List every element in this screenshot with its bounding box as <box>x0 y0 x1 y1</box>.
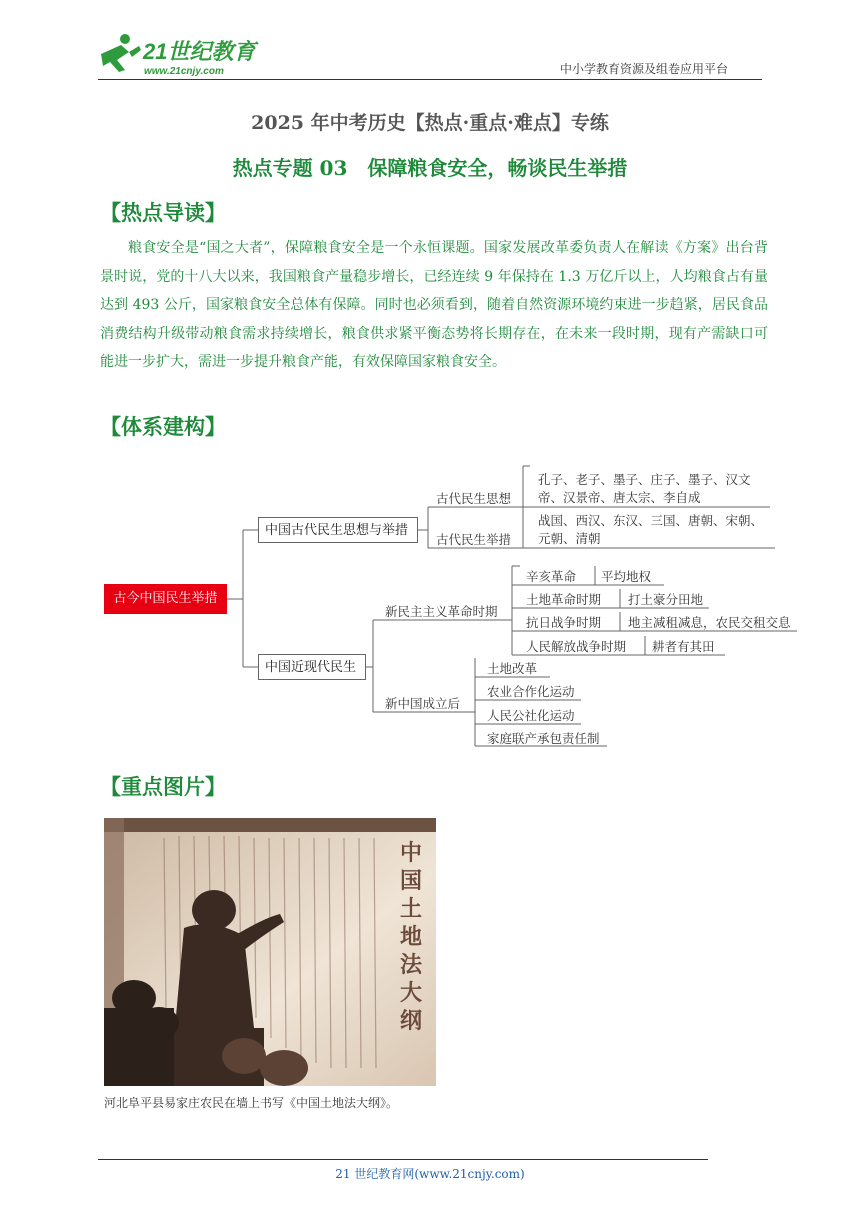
period1-label: 新民主主义革命时期 <box>385 604 498 619</box>
section-heading-images: 【重点图片】 <box>100 774 226 799</box>
ancient-thought-line1: 孔子、老子、墨子、庄子、墨子、汉文 <box>538 472 751 487</box>
svg-text:中: 中 <box>400 840 423 866</box>
period2-item: 土地改革 <box>487 661 538 676</box>
ancient-thought-label: 古代民生思想 <box>436 491 512 506</box>
period1-era: 土地革命时期 <box>526 592 602 607</box>
photo-caption: 河北阜平县易家庄农民在墙上书写《中国土地法大纲》。 <box>104 1096 399 1110</box>
historical-photo <box>104 818 436 1086</box>
page-subtitle: 热点专题 03 保障粮食安全，畅谈民生举措 <box>232 156 628 180</box>
period1-policy: 地主减租减息，农民交租交息 <box>628 615 791 630</box>
svg-text:地: 地 <box>400 924 423 950</box>
period2-item: 家庭联产承包责任制 <box>487 731 600 746</box>
period1-policy: 打土豪分田地 <box>628 592 704 607</box>
ancient-measure-line1: 战国、西汉、东汉、三国、唐朝、宋朝、 <box>538 513 764 528</box>
mindmap-ancient-node: 中国古代民生思想与举措 <box>258 517 418 543</box>
svg-text:21世纪教育: 21世纪教育 <box>143 39 256 64</box>
svg-text:纲: 纲 <box>400 1008 423 1034</box>
svg-text:法: 法 <box>400 952 423 978</box>
mindmap-root: 古今中国民生举措 <box>104 584 227 614</box>
mindmap-modern-node: 中国近现代民生 <box>258 654 366 680</box>
period1-policy: 平均地权 <box>601 569 652 584</box>
period1-era: 抗日战争时期 <box>526 615 602 630</box>
ancient-thought-line2: 帝、汉景帝、唐太宗、李自成 <box>538 490 701 505</box>
ancient-measure-label: 古代民生举措 <box>436 532 512 547</box>
footer-divider <box>98 1159 708 1160</box>
svg-text:国: 国 <box>400 868 423 894</box>
section-heading-structure: 【体系建构】 <box>100 414 226 439</box>
period2-label: 新中国成立后 <box>385 696 461 711</box>
ancient-measure-line2: 元朝、清朝 <box>538 531 601 546</box>
period1-era: 人民解放战争时期 <box>526 639 627 654</box>
section-heading-intro: 【热点导读】 <box>100 200 226 225</box>
svg-text:大: 大 <box>400 980 423 1006</box>
period2-item: 人民公社化运动 <box>487 708 575 723</box>
svg-text:www.21cnjy.com: www.21cnjy.com <box>144 66 224 77</box>
period1-era: 辛亥革命 <box>526 569 577 584</box>
header-platform-text: 中小学教育资源及组卷应用平台 <box>560 62 729 76</box>
intro-paragraph: 粮食安全是“国之大者”，保障粮食安全是一个永恒课题。国家发展改革委负责人在解读《方案》出台背景时说，党的十八大以来，我国粮食产量稳步增长，已经连续 9 年保持在 1.3 万亿斤以上，人均粮食占有量达到 493 公斤，国家粮食安全总体有保障。同时也必须看到，随着自然资源环境约束进一步趋紧，居民食品消费结构升级带动粮食需求持续增长，粮食供求紧平衡态势将长期存在，在未来一段时期，现有产需缺口可能进一步扩大，需进一步提升粮食产能，有效保障国家粮食安全。 <box>100 240 768 370</box>
period1-policy: 耕者有其田 <box>652 639 715 654</box>
page-title: 2025 年中考历史【热点·重点·难点】专练 <box>251 112 609 134</box>
period2-item: 农业合作化运动 <box>487 684 575 699</box>
footer-link[interactable]: 21 世纪教育网(www.21cnjy.com) <box>335 1167 525 1181</box>
svg-text:土: 土 <box>400 896 423 922</box>
